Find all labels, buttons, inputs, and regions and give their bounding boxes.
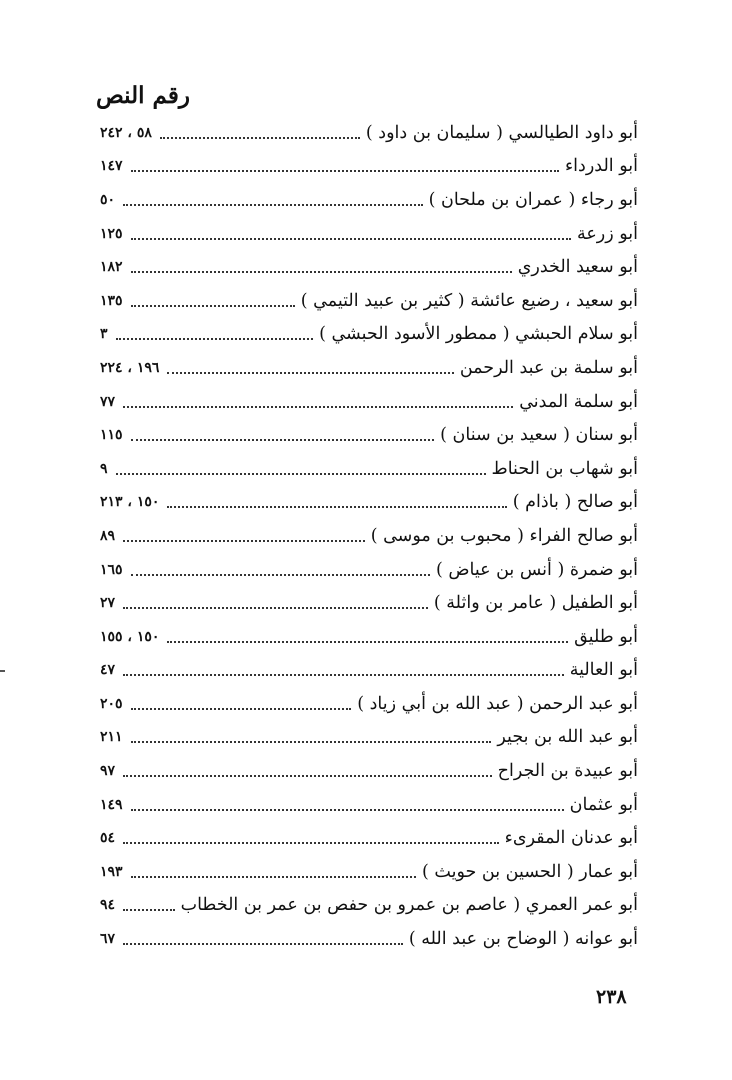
dot-leader: [167, 641, 568, 643]
dot-leader: [123, 607, 428, 609]
entry-page-refs: ١٣٥: [100, 292, 123, 309]
index-entry: [100, 721, 638, 755]
dot-leader: [116, 473, 486, 475]
index-entry: [100, 654, 638, 688]
entry-name: أبو سعيد ، رضيع عائشة ( كثير بن عبيد التيمي ): [300, 290, 638, 311]
dot-leader: [131, 439, 435, 441]
dot-leader: [123, 204, 423, 206]
index-entry: [100, 586, 638, 620]
entry-name: أبو عبيدة بن الجراح: [497, 761, 638, 782]
index-entry: [100, 318, 638, 352]
index-entry: [100, 821, 638, 855]
dot-leader: [131, 238, 571, 240]
entry-page-refs: ٩٤: [100, 897, 116, 914]
entry-page-refs: ٩٧: [100, 763, 116, 780]
entry-name: أبو عوانه ( الوضاح بن عبد الله ): [408, 929, 638, 950]
dot-leader: [131, 305, 295, 307]
index-entry: [100, 116, 638, 150]
entry-name: أبو العالية: [569, 660, 638, 681]
index-entry: [100, 351, 638, 385]
entry-page-refs: ٩: [100, 460, 108, 477]
entry-name: أبو عبد الله بن بجير: [497, 727, 638, 748]
entry-page-refs: ٥٠: [100, 191, 116, 208]
dot-leader: [131, 170, 559, 172]
dot-leader: [131, 271, 512, 273]
page-number: ٢٣٨: [596, 986, 627, 1008]
entry-name: أبو سلام الحبشي ( ممطور الأسود الحبشي ): [319, 324, 638, 345]
entry-page-refs: ١٩٣: [100, 863, 123, 880]
index-entry: [100, 452, 638, 486]
page-header: [0, 82, 732, 118]
index-entry: [100, 418, 638, 452]
index-entry: [100, 889, 638, 923]
index-entry: [100, 486, 638, 520]
dot-leader: [167, 506, 506, 508]
entry-page-refs: ١٩٦ ، ٢٢٤: [100, 359, 160, 376]
name-index-list: [100, 116, 638, 956]
index-entry: [100, 217, 638, 251]
entry-name: أبو ضمرة ( أنس بن عياض ): [435, 559, 638, 580]
entry-name: أبو سلمة بن عبد الرحمن: [459, 357, 638, 378]
dot-leader: [123, 909, 175, 911]
dot-leader: [123, 775, 492, 777]
index-entry: [100, 788, 638, 822]
entry-name: أبو شهاب بن الحناط: [491, 458, 638, 479]
dot-leader: [123, 406, 513, 408]
entry-page-refs: ٤٧: [100, 662, 116, 679]
index-entry: [100, 553, 638, 587]
index-entry: [100, 183, 638, 217]
entry-name: أبو سلمة المدني: [519, 391, 638, 412]
entry-name: أبو الدرداء: [564, 156, 638, 177]
entry-page-refs: ٢٧: [100, 595, 116, 612]
entry-name: أبو عثمان: [569, 794, 638, 815]
entry-name: أبو صالح الفراء ( محبوب بن موسى ): [370, 525, 638, 546]
entry-name: أبو سعيد الخدري: [517, 257, 638, 278]
entry-page-refs: ٧٧: [100, 393, 116, 410]
entry-page-refs: ١٤٩: [100, 796, 123, 813]
entry-name: أبو عمر العمري ( عاصم بن عمرو بن حفص بن عمر بن الخطاب: [180, 895, 638, 916]
index-entry: [100, 519, 638, 553]
entry-name: أبو داود الطيالسي ( سليمان بن داود ): [365, 122, 638, 143]
dot-leader: [123, 674, 564, 676]
entry-page-refs: ١٦٥: [100, 561, 123, 578]
dot-leader: [131, 574, 430, 576]
entry-name: أبو الطفيل ( عامر بن واثلة ): [433, 593, 638, 614]
entry-page-refs: ١٨٢: [100, 259, 123, 276]
entry-name: أبو رجاء ( عمران بن ملحان ): [428, 189, 638, 210]
dot-leader: [160, 137, 360, 139]
entry-name: أبو صالح ( باذام ): [512, 492, 638, 513]
entry-page-refs: ١٥٠ ، ١٥٥: [100, 628, 160, 645]
entry-page-refs: ٨٩: [100, 527, 116, 544]
index-entry: [100, 754, 638, 788]
entry-page-refs: ١٤٧: [100, 158, 123, 175]
entry-name: أبو طليق: [574, 626, 638, 647]
dot-leader: [131, 809, 564, 811]
entry-page-refs: ٥٤: [100, 830, 116, 847]
index-entry: [100, 150, 638, 184]
dot-leader: [116, 338, 314, 340]
entry-name: أبو عمار ( الحسين بن حويث ): [422, 861, 638, 882]
entry-page-refs: ٦٧: [100, 931, 116, 948]
entry-name: أبو عدنان المقرىء: [504, 828, 638, 849]
index-entry: [100, 687, 638, 721]
dot-leader: [167, 372, 453, 374]
column-heading: رقم النص: [96, 82, 190, 109]
index-entry: [100, 250, 638, 284]
entry-page-refs: ٢٠٥: [100, 695, 123, 712]
entry-name: أبو عبد الرحمن ( عبد الله بن أبي زياد ): [357, 693, 638, 714]
dot-leader: [123, 540, 365, 542]
entry-page-refs: ١١٥: [100, 427, 123, 444]
index-entry: [100, 385, 638, 419]
scan-edge-mark: [0, 670, 5, 672]
index-entry: [100, 855, 638, 889]
dot-leader: [123, 943, 403, 945]
dot-leader: [131, 741, 492, 743]
entry-page-refs: ٢١١: [100, 729, 123, 746]
dot-leader: [131, 876, 416, 878]
entry-page-refs: ٥٨ ، ٢٤٢: [100, 124, 152, 141]
index-entry: [100, 922, 638, 956]
dot-leader: [131, 708, 352, 710]
dot-leader: [123, 842, 499, 844]
entry-name: أبو سنان ( سعيد بن سنان ): [440, 425, 638, 446]
entry-page-refs: ٣: [100, 326, 108, 343]
entry-page-refs: ١٢٥: [100, 225, 123, 242]
index-entry: [100, 620, 638, 654]
entry-name: أبو زرعة: [576, 223, 638, 244]
entry-page-refs: ١٥٠ ، ٢١٣: [100, 494, 160, 511]
index-entry: [100, 284, 638, 318]
